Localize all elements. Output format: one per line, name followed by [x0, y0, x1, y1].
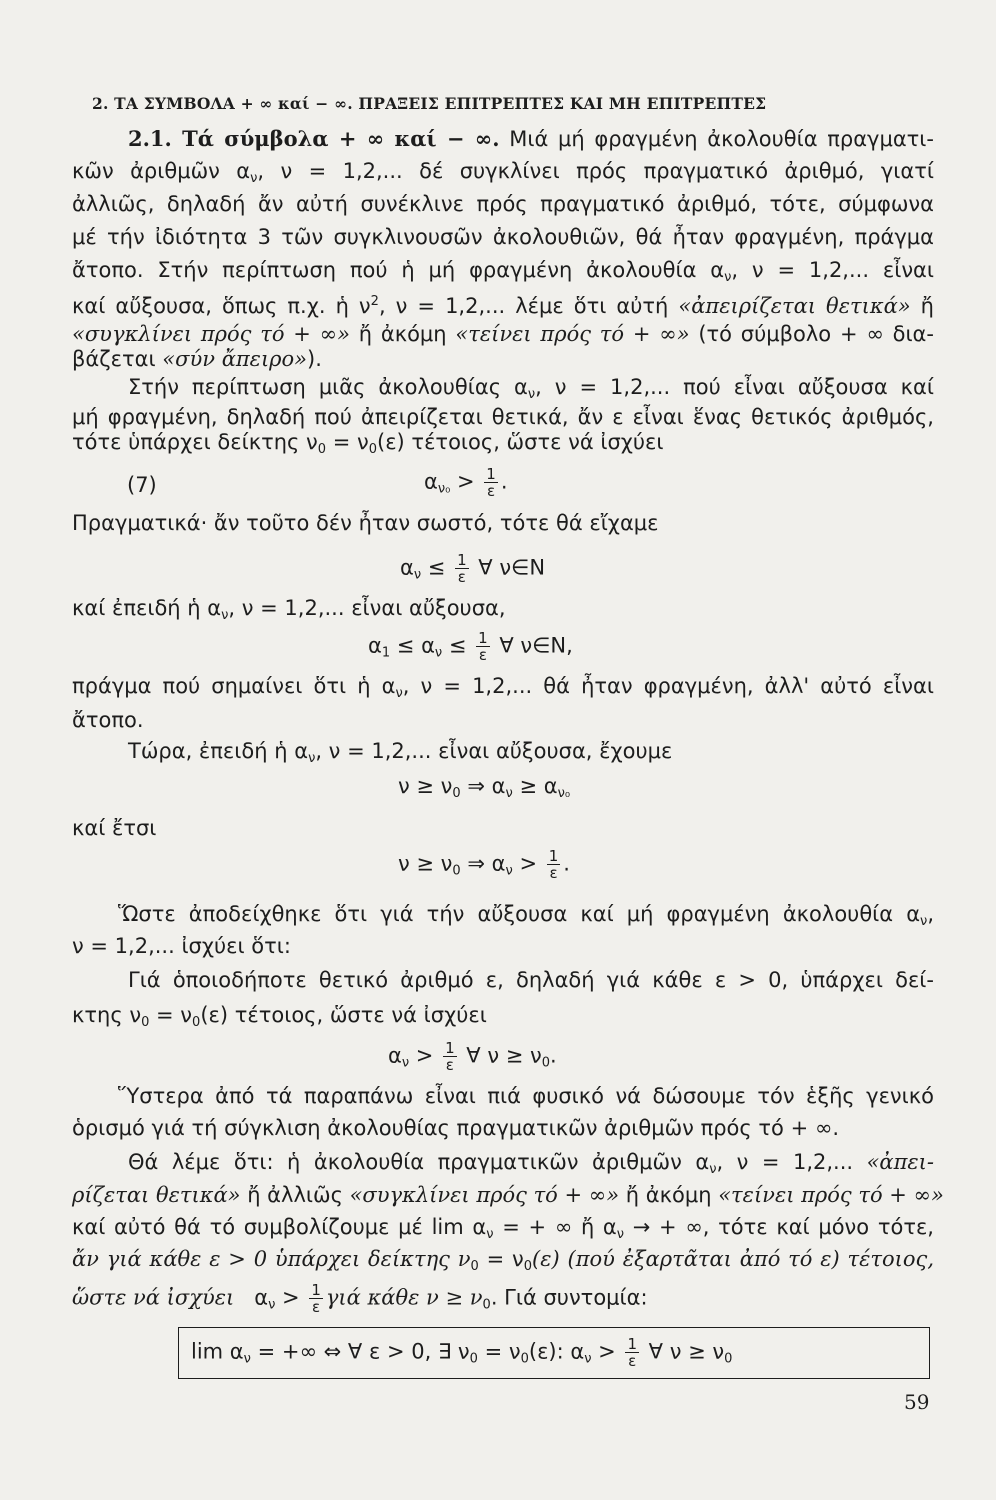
text-line: ὁρισμό γιά τή σύγκλιση ἀκολουθίας πραγματικῶν ἀριθμῶν πρός τό + ∞. [72, 1116, 840, 1140]
text-span: κῶν ἀριθμῶν α [72, 159, 251, 183]
math-term: ν ≥ ν [398, 774, 453, 798]
text-line: μή φραγμένη, δηλαδή πού ἀπειρίζεται θετικά, ἄν ε εἶναι ἕνας θετικός ἀριθμός, [72, 405, 934, 429]
numerator: 1 [627, 1335, 637, 1353]
text-span: (τό σύμβολο + ∞ δια- [689, 322, 934, 346]
math-term: α [424, 469, 438, 494]
subscript: 0 [724, 1351, 733, 1367]
fraction [455, 552, 469, 585]
text-line: ἀλλιῶς, δηλαδή ἄν αὐτή συνέκλινε πρός πραγματικό ἀριθμό, τότε, σύμφωνα [72, 192, 934, 216]
math-relation: > [409, 1043, 441, 1068]
italic-span: (ε) (πού ἐξαρτᾶται ἀπό τό ε) τέτοιος, [532, 1247, 934, 1271]
italic-span: «συγκλίνει πρός τό + ∞» [349, 1183, 620, 1207]
section-title: 2.1. Τά σύμβολα + ∞ καί − ∞. [128, 126, 500, 151]
text-line: ἄτοπο. [72, 708, 144, 732]
text-span: → + ∞, τότε καί μόνο τότε, [624, 1215, 934, 1239]
subscript: 0 [192, 1015, 201, 1030]
math-term: ⇒ α [460, 774, 506, 798]
denominator: ε [445, 1056, 454, 1074]
text-span: ἄτοπο. Στήν περίπτωση πού ἡ μή φραγμένη ἀκολουθία α [72, 258, 725, 282]
math-term: α [368, 633, 382, 658]
text-span: = + ∞ ἤ α [493, 1215, 617, 1239]
text-line [128, 124, 934, 154]
text-span: ). [307, 347, 322, 371]
subscript: 0 [141, 1015, 150, 1030]
text-span: Θά λέμε ὅτι: ἡ ἀκολουθία πραγματικῶν ἀριθμῶν α [128, 1150, 710, 1174]
denominator: ε [312, 1298, 321, 1316]
math-term: ∀ ν∈N, [492, 633, 573, 658]
text-span: πράγμα πού σημαίνει ὅτι ἡ α [72, 674, 396, 698]
text-line: Ὕστερα ἀπό τά παραπάνω εἶναι πιά φυσικό νά δώσουμε τόν ἑξῆς γενικό [118, 1084, 934, 1108]
text-span: καί ἐπειδή ἡ α [72, 596, 222, 620]
math-term: = +∞ ⇔ ∀ ε > 0, ∃ ν [250, 1339, 470, 1364]
subscript: 0 [368, 442, 378, 457]
subscript: ν₀ [557, 786, 571, 801]
equation-e [388, 1040, 557, 1079]
subscript: ν [308, 751, 316, 766]
text-span: κτης ν [72, 1003, 142, 1027]
text-span: ἤ ἀκόμη [349, 322, 456, 346]
text-span: , ν = 1,2,... λέμε ὅτι αὐτή [378, 294, 679, 318]
subscript: ν [527, 387, 536, 402]
italic-span: ὥστε νά ἰσχύει [72, 1285, 235, 1310]
math-term: α [388, 1043, 402, 1068]
text-line [72, 1282, 934, 1321]
fraction [309, 1282, 323, 1315]
fraction [625, 1336, 639, 1369]
math-relation: ≤ [421, 555, 453, 580]
subscript: ν [250, 171, 258, 186]
text-span: = ν [478, 1247, 524, 1271]
text-span: καί αὐτό θά τό συμβολίζουμε μέ lim α [72, 1215, 487, 1239]
subscript: 1 [381, 645, 391, 661]
subscript: ν [724, 270, 732, 285]
italic-span: ρίζεται θετικά» [72, 1183, 241, 1207]
subscript: 0 [523, 1259, 533, 1274]
text-span: , ν = 1,2,... [716, 1150, 867, 1174]
subscript: 0 [482, 1297, 491, 1313]
numerator: 1 [486, 465, 496, 483]
text-span: ἤ ἀκόμη [619, 1183, 719, 1207]
denominator: ε [628, 1352, 637, 1370]
math-relation: > [450, 469, 482, 494]
math-term: ⇒ α [460, 851, 506, 876]
subscript: ν [486, 1227, 494, 1242]
text-span: Μιά μή φραγμένη ἀκολουθία πραγματι- [509, 127, 934, 151]
text-line [72, 287, 934, 321]
subscript: ν [395, 686, 403, 701]
subscript: 0 [317, 442, 327, 457]
italic-span: «σύν ἄπειρο» [162, 347, 308, 371]
text-span: (ε) τέτοιος, ὥστε νά ἰσχύει [377, 430, 664, 454]
text-span: τότε ὑπάρχει δείκτης ν [72, 430, 318, 454]
denominator: ε [457, 568, 466, 586]
equation-d [398, 848, 570, 887]
text-span: , ν = 1,2,... εἶναι αὔξουσα, ἔχουμε [315, 739, 673, 763]
denominator: ε [549, 864, 558, 882]
text-line [72, 1244, 934, 1282]
definition-formula [191, 1336, 732, 1375]
text-span: , ν = 1,2,... θά ἦταν φραγμένη, ἀλλ' αὐτό εἶναι [402, 674, 934, 698]
text-line [128, 736, 990, 774]
numerator: 1 [445, 1039, 455, 1057]
math-term: α [400, 555, 414, 580]
text-line [72, 427, 934, 465]
text-span: καί αὔξουσα, ὅπως π.χ. ἡ ν [72, 294, 371, 318]
running-header: 2. ΤΑ ΣΥΜΒΟΛΑ + ∞ καί − ∞. ΠΡΑΞΕΙΣ ΕΠΙΤΡΕΠΤΕΣ ΚΑΙ ΜΗ ΕΠΙΤΡΕΠΤΕΣ [92, 94, 767, 113]
fraction [443, 1040, 457, 1073]
italic-span: «συγκλίνει πρός τό + ∞» [72, 322, 350, 346]
text-span: , ν = 1,2,... δέ συγκλίνει πρός πραγματικό ἀριθμό, γιατί [257, 159, 934, 183]
text-span: , [927, 902, 934, 926]
text-line [72, 593, 934, 631]
definition-box [178, 1327, 930, 1379]
subscript: ν [616, 1227, 625, 1242]
text-span: Τώρα, ἐπειδή ἡ α [128, 739, 309, 763]
text-span: Ὥστε ἀποδείχθηκε ὅτι γιά τήν αὔξουσα καί μή φραγμένη ἀκολουθία α [118, 902, 921, 926]
math-term: ν ≥ ν [398, 851, 453, 876]
subscript: 0 [470, 1259, 479, 1274]
math-term: ∀ ν ≥ ν [642, 1339, 725, 1364]
subscript: ν [413, 567, 422, 583]
text-line: Γιά ὁποιοδήποτε θετικό ἀριθμό ε, δηλαδή γιά κάθε ε > 0, ὑπάρχει δεί- [128, 968, 934, 992]
subscript: 0 [469, 1351, 478, 1367]
math-term: (ε): α [528, 1339, 585, 1364]
subscript: ν [505, 786, 513, 801]
text-line: μέ τήν ἰδιότητα 3 τῶν συγκλινουσῶν ἀκολουθιῶν, θά ἦταν φραγμένη, πράγμα [72, 225, 934, 249]
text-line [72, 1180, 944, 1210]
subscript: ν [221, 608, 229, 623]
equation-c [398, 771, 570, 809]
math-relation: > [275, 1285, 307, 1310]
math-term: lim α [191, 1339, 244, 1364]
text-line [72, 1000, 934, 1038]
subscript: 0 [541, 1055, 551, 1071]
text-span: ἤ [910, 294, 934, 318]
math-term: . [550, 1043, 557, 1068]
math-term: . [563, 851, 570, 876]
text-span: Στήν περίπτωση μιᾶς ἀκολουθίας α [128, 375, 528, 399]
math-term: α [254, 1285, 269, 1310]
italic-span: «ἀπει- [866, 1150, 934, 1174]
text-span: (ε) τέτοιος, ὥστε νά ἰσχύει [200, 1003, 487, 1027]
text-span: , ν = 1,2,... εἶναι αὔξουσα, [228, 596, 506, 620]
fraction [547, 848, 561, 881]
italic-span: «ἀπειρίζεται θετικά» [678, 294, 911, 318]
subscript: ν₀ [437, 481, 451, 497]
subscript: ν [434, 645, 443, 661]
italic-span: «τείνει πρός τό + ∞» [455, 322, 690, 346]
text-span: , ν = 1,2,... εἶναι [731, 258, 934, 282]
denominator: ε [478, 646, 487, 664]
italic-span: «τείνει πρός τό + ∞» [718, 1183, 944, 1207]
text-line: ν = 1,2,... ἰσχύει ὅτι: [72, 934, 291, 958]
subscript: ν [709, 1162, 717, 1177]
math-term: ∀ ν ≥ ν [459, 1043, 542, 1068]
math-term: = ν [477, 1339, 521, 1364]
text-span: , ν = 1,2,... πού εἶναι αὔξουσα καί [535, 375, 934, 399]
numerator: 1 [311, 1281, 321, 1299]
fraction [476, 630, 490, 663]
math-term: . [500, 469, 508, 494]
page-number: 59 [904, 1390, 930, 1414]
numerator: 1 [478, 629, 488, 647]
math-term: ∀ ν∈N [471, 555, 546, 580]
subscript: 0 [452, 786, 461, 801]
text-line: Πραγματικά· ἄν τοῦτο δέν ἦταν σωστό, τότε θά εἴχαμε [72, 511, 659, 535]
text-span: ἤ ἀλλιῶς [240, 1183, 350, 1207]
italic-span: ἄν γιά κάθε ε > 0 ὑπάρχει δείκτης ν [72, 1247, 471, 1271]
numerator: 1 [457, 551, 467, 569]
subscript: ν [268, 1297, 276, 1313]
math-relation: ≤ [442, 633, 474, 658]
text-line [72, 671, 934, 709]
subscript: ν [243, 1351, 251, 1367]
text-span: βάζεται [72, 347, 163, 371]
subscript: ν [584, 1351, 592, 1367]
text-span: = ν [149, 1003, 193, 1027]
equation-a [400, 552, 545, 591]
text-span: = ν [326, 430, 369, 454]
subscript: ν [505, 863, 513, 879]
subscript: 0 [520, 1351, 529, 1367]
equation-7 [424, 466, 508, 505]
text-span: . Γιά συντομία: [490, 1285, 648, 1310]
subscript: ν [401, 1055, 410, 1071]
equation-number: (7) [127, 473, 157, 497]
equation-b [368, 630, 573, 669]
superscript: 2 [370, 294, 379, 309]
denominator: ε [487, 482, 496, 500]
math-relation: ≥ α [512, 774, 558, 798]
numerator: 1 [548, 847, 559, 865]
math-term: ≤ α [390, 633, 435, 658]
subscript: 0 [452, 863, 461, 879]
math-relation: > [512, 851, 544, 876]
text-line [72, 344, 934, 374]
math-relation: > [591, 1339, 623, 1364]
text-line: καί ἔτσι [72, 816, 157, 840]
subscript: ν [920, 914, 928, 929]
italic-span: γιά κάθε ν ≥ ν [325, 1285, 483, 1310]
fraction [484, 466, 498, 499]
